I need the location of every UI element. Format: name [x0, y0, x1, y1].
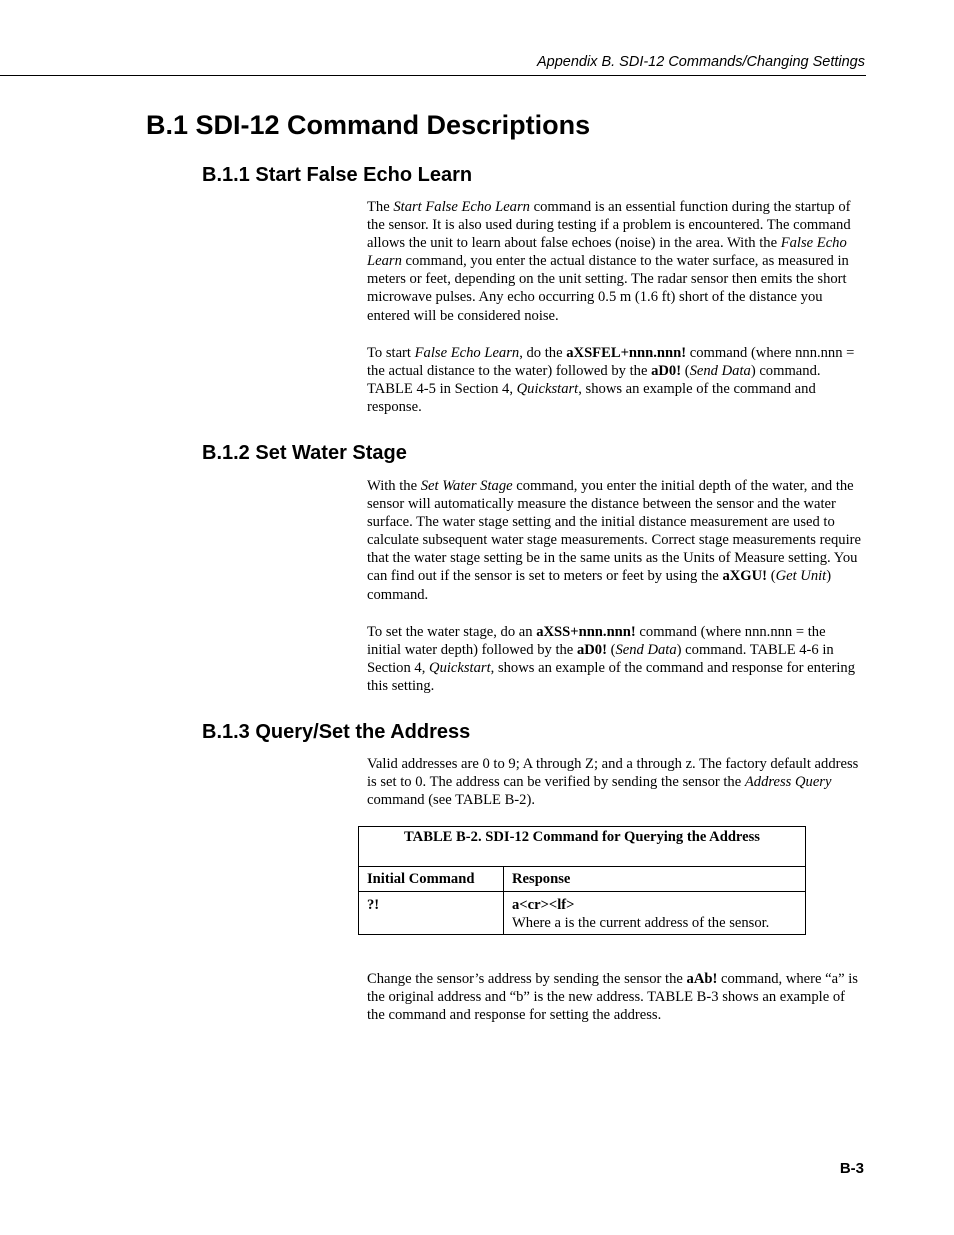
address-query-table — [358, 826, 806, 935]
address-paragraph-2: Change the sensor’s address by sending the sensor the aAb! command, where “a” is the original address and “b” is the new address. TABLE B-3 shows an example of the command and response for setting the address. — [367, 971, 858, 1024]
address-paragraph-1: Valid addresses are 0 to 9; A through Z; and a through z. The factory default address is set to 0. The address can be verified by sending the sensor the Address Query command (see TABLE B-2). — [367, 756, 859, 809]
subsection-title-address: B.1.3 Query/Set the Address — [202, 721, 471, 743]
table-header-command: Initial Command — [359, 867, 504, 892]
subsection-title-water-stage: B.1.2 Set Water Stage — [202, 442, 407, 464]
subsection-title-false-echo: B.1.1 Start False Echo Learn — [202, 164, 473, 186]
water-stage-paragraph-2: To set the water stage, do an aXSS+nnn.nnn! command (where nnn.nnn = the initial water depth) followed by the aD0! (Send Data) command. TABLE 4-6 in Section 4, Quickstart, shows an example of the command and response for entering this setting. — [367, 623, 855, 694]
false-echo-paragraph-1: The Start False Echo Learn command is an essential function during the startup of the sensor. It is also used during testing if a problem is encountered. The command allows the unit to learn about false echoes (noise) in the area. With the False Echo Learn command, you enter the actual distance to the water surface, as measured in meters or feet, depending on the unit setting. The radar sensor then emits the short microwave pulses. Any echo occurring 0.5 m (1.6 ft) short of the distance you entered will be considered noise. — [367, 199, 851, 324]
header-rule — [0, 75, 866, 76]
water-stage-body — [367, 477, 863, 695]
table-cell-response — [504, 892, 806, 935]
water-stage-paragraph-1: With the Set Water Stage command, you enter the initial depth of the water, and the sensor will automatically measure the distance between the sensor and the water surface. The water stage setting and the initial distance measurement are used to calculate subsequent water stage measurements. Correct stage measurements require that the water stage setting be in the same units as the Units of Measure setting. You can find out if the sensor is set to meters or feet by using the aXGU! (Get Unit) command. — [367, 478, 861, 603]
page-number: B-3 — [839, 1160, 864, 1177]
false-echo-body — [367, 198, 863, 416]
address-body — [367, 755, 863, 809]
false-echo-paragraph-2: To start False Echo Learn, do the aXSFEL+nnn.nnn! command (where nnn.nnn = the actual distance to the water) followed by the aD0! (Send Data) command. TABLE 4-5 in Section 4, Quickstart, shows an example of the command and response. — [367, 344, 855, 415]
table-caption: TABLE B-2. SDI-12 Command for Querying the Address — [359, 827, 806, 867]
table-header-response: Response — [504, 867, 806, 892]
response-note: Where a is the current address of the sensor. — [512, 915, 770, 931]
table-cell-command: ?! — [359, 892, 504, 935]
section-title: B.1 SDI-12 Command Descriptions — [146, 110, 591, 140]
address-change-body — [367, 970, 863, 1024]
running-header: Appendix B. SDI-12 Commands/Changing Settings — [536, 54, 865, 70]
table-row — [359, 892, 806, 935]
response-value: a<cr><lf> — [512, 897, 575, 913]
